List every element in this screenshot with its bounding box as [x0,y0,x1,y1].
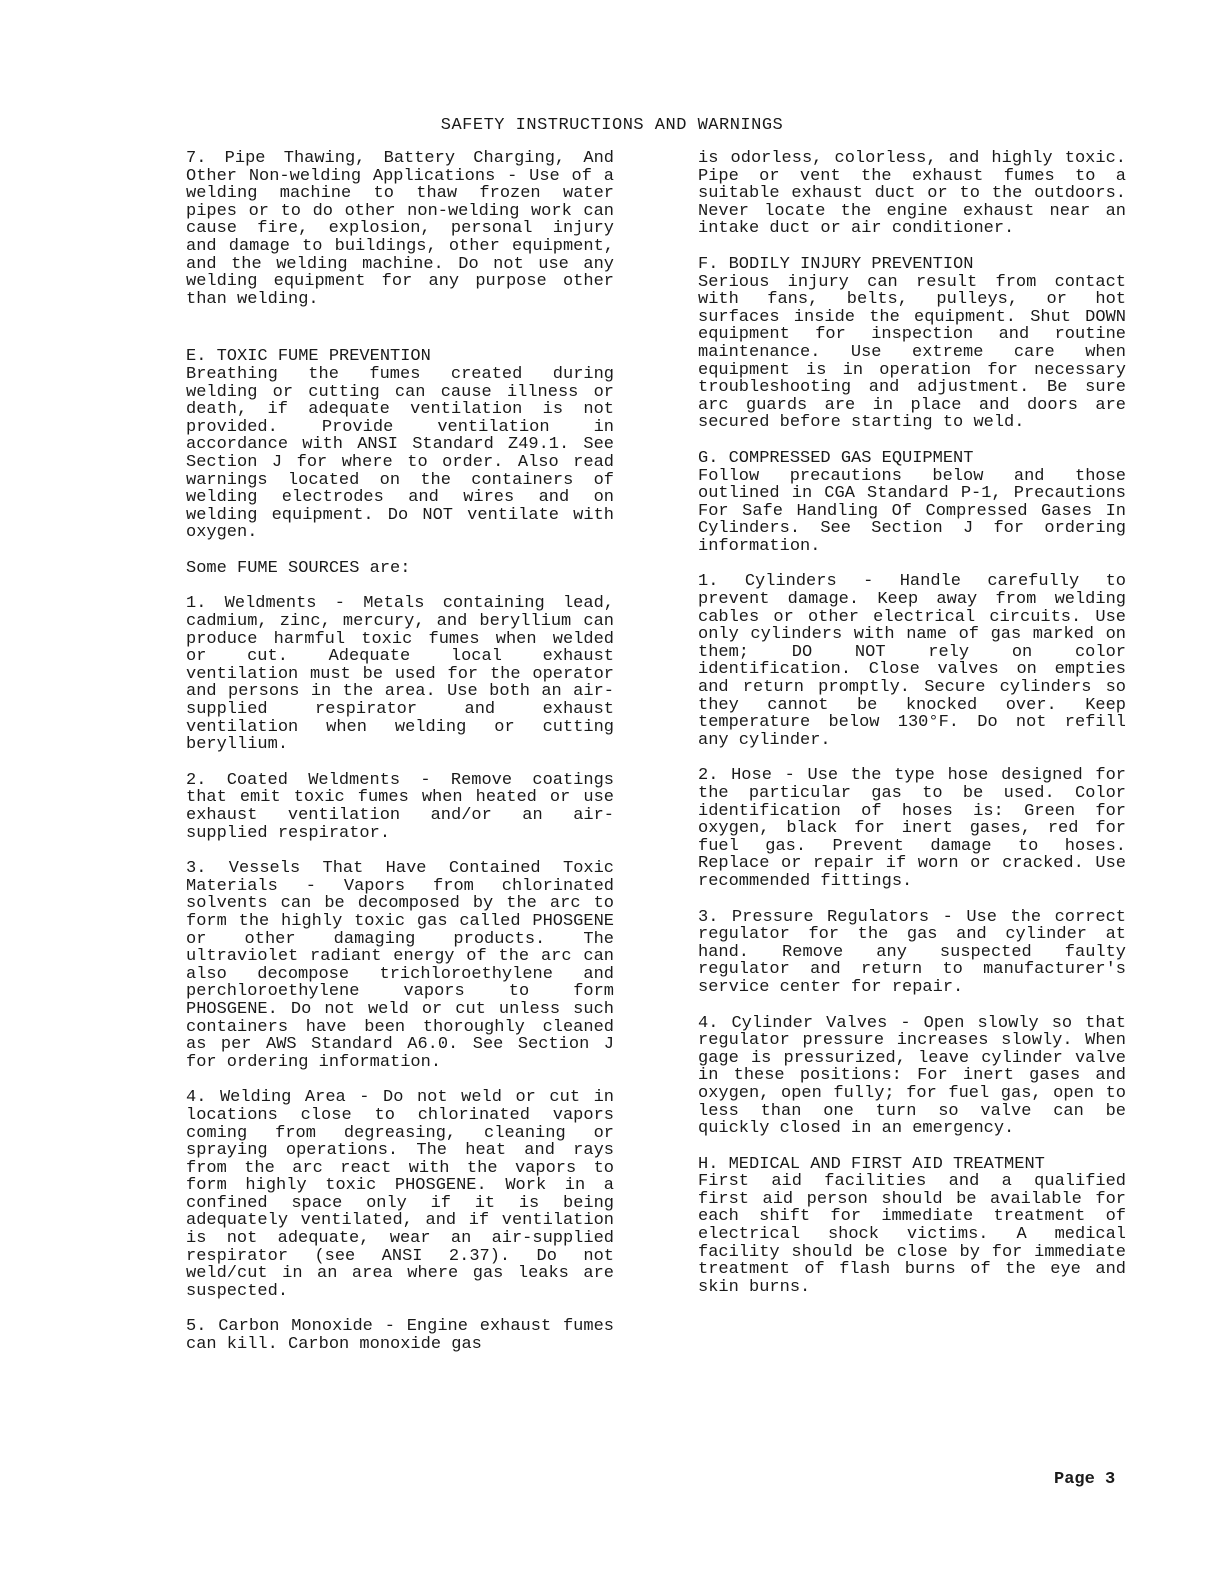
fume-sources-intro: Some FUME SOURCES are: [186,558,411,578]
toxic-fume-body: Breathing the fumes created during welding or cutting can cause illness or death, if adequate ventilation is not provided. Provide ventilation in accordance with ANSI Standard Z49.1. See Section J for where to order. Also read warnings located on the containers of welding electrodes and wires and on welding equipment. Do NOT ventilate with oxygen. [186,364,614,543]
toxic-fume-heading: E. TOXIC FUME PREVENTION [186,347,431,367]
gas-item-cylinder-valves: 4. Cylinder Valves - Open slowly so that regulator pressure increases slowly. When gage is pressurized, leave cylinder valve in these positions: For inert gases and oxygen, open fully; for fuel gas, open to less than one turn so valve can be quickly closed in an emergency. [698,1013,1126,1139]
bodily-injury-section [698,256,1126,432]
left-column [186,150,614,1372]
medical-body: First aid facilities and a qualified first aid person should be available for each shift for immediate treatment of electrical shock victims. A medical facility should be close by for immediate treatment of flash burns of the eye and skin burns. [698,1172,1126,1297]
fume-source-welding-area: 4. Welding Area - Do not weld or cut in locations close to chlorinated vapors coming from degreasing, cleaning or spraying operations. The heat and rays from the arc react with the vapors to form highly toxic PHOSGENE. Work in a confined space only if it is being adequately ventilated, and if ventilation is not adequate, wear an air-supplied respirator (see ANSI 2.37). Do not weld/cut in an area where gas leaks are suspected. [186,1088,614,1301]
right-column [698,150,1126,1314]
toxic-fume-section [186,348,614,542]
bodily-injury-heading: F. BODILY INJURY PREVENTION [698,254,974,274]
compressed-gas-section [698,450,1126,556]
page-title: SAFETY INSTRUCTIONS AND WARNINGS [440,116,784,135]
fume-source-weldments: 1. Weldments - Metals containing lead, cadmium, zinc, mercury, and beryllium can produce harmful toxic fumes when welded or cut. Adequate local exhaust ventilation must be used for the operator and persons in the area. Use both an air-supplied respirator and exhaust ventilation when welding or cutting beryllium. [186,594,614,755]
compressed-gas-heading: G. COMPRESSED GAS EQUIPMENT [698,448,974,468]
fume-source-coated-weldments: 2. Coated Weldments - Remove coatings that emit toxic fumes when heated or use exhaust ventilation and/or an air-supplied respirator. [186,770,614,843]
gas-item-hose: 2. Hose - Use the type hose designed for the particular gas to be used. Color identification of hoses is: Green for oxygen, black for inert gases, red for fuel gas. Prevent damage to hoses. Replace or repair if worn or cracked. Use recommended fittings. [698,766,1126,891]
compressed-gas-body: Follow precautions below and those outlined in CGA Standard P-1, Precautions For Safe Handling Of Compressed Gases In Cylinders. See Section J for ordering information. [698,466,1126,556]
carbon-monoxide-continued: is odorless, colorless, and highly toxic. Pipe or vent the exhaust fumes to a suitable exhaust duct or to the outdoors. Never locate the engine exhaust near an intake duct or air conditioner. [698,149,1126,239]
page-number: Page 3 [1054,1470,1116,1489]
pipe-thawing-paragraph: 7. Pipe Thawing, Battery Charging, And Other Non-welding Applications - Use of a welding machine to thaw frozen water pipes or to do other non-welding work can cause fire, explosion, personal injury and damage to buildings, other equipment, and the welding machine. Do not use any welding equipment for any purpose other than welding. [186,149,614,309]
bodily-injury-body: Serious injury can result from contact with fans, belts, pulleys, or hot surfaces inside the equipment. Shut DOWN equipment for inspection and routine maintenance. Use extreme care when equipment is in operation for necessary troubleshooting and adjustment. Be sure arc guards are in place and doors are secured before starting to weld. [698,272,1126,433]
medical-section [698,1156,1126,1297]
gas-item-cylinders: 1. Cylinders - Handle carefully to prevent damage. Keep away from welding cables or other electrical circuits. Use only cylinders with name of gas marked on them; DO NOT rely on color identification. Close valves on empties and return promptly. Secure cylinders so they cannot be knocked over. Keep temperature below 130°F. Do not refill any cylinder. [698,572,1126,750]
fume-source-carbon-monoxide: 5. Carbon Monoxide - Engine exhaust fumes can kill. Carbon monoxide gas [186,1317,614,1355]
medical-heading: H. MEDICAL AND FIRST AID TREATMENT [698,1154,1045,1174]
gas-item-pressure-regulators: 3. Pressure Regulators - Use the correct regulator for the gas and cylinder at hand. Remove any suspected faulty regulator and return to manufacturer's service center for repair. [698,907,1126,997]
fume-source-vessels: 3. Vessels That Have Contained Toxic Materials - Vapors from chlorinated solvents can be decomposed by the arc to form the highly toxic gas called PHOSGENE or other damaging products. The ultraviolet radiant energy of the arc can also decompose trichloroethylene and perchloroethylene vapors to form PHOSGENE. Do not weld or cut unless such containers have been thoroughly cleaned as per AWS Standard A6.0. See Section J for ordering information. [186,859,614,1072]
